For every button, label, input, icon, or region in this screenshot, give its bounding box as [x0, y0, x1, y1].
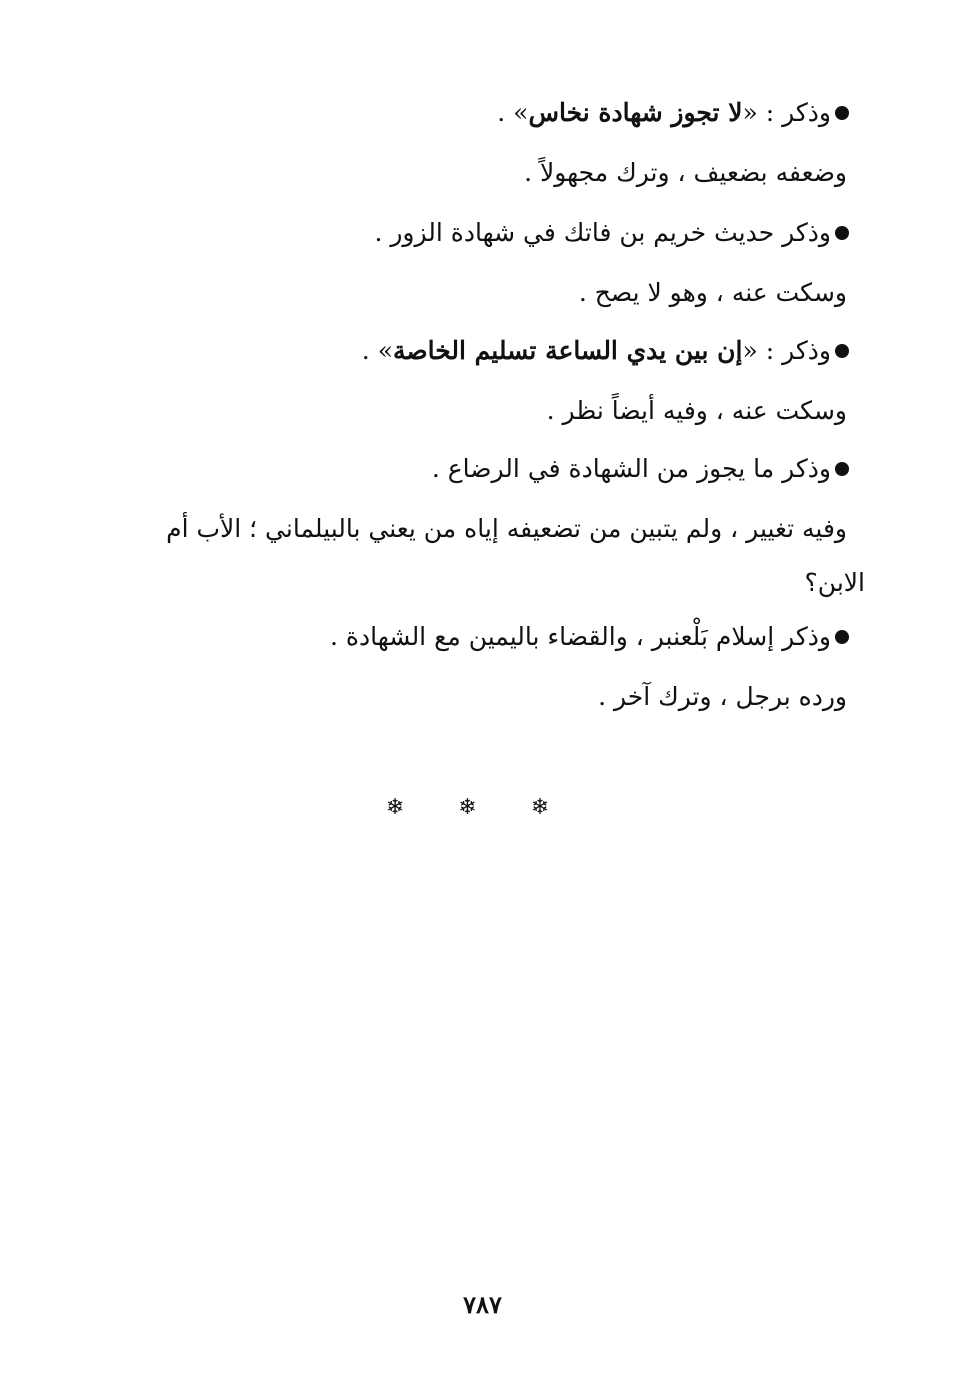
text-segment: وذكر حديث خريم بن فاتك في شهادة الزور . [374, 218, 831, 247]
text-segment: » . [361, 336, 393, 365]
paragraph-comment-5: ورده برجل ، وترك آخر . [598, 682, 847, 711]
bullet-icon [835, 106, 849, 120]
paragraph-comment-1: وضعفه بضعيف ، وترك مجهولاً . [524, 158, 847, 187]
paragraph-bullet-1 [149, 96, 849, 130]
paragraph-comment-3: وسكت عنه ، وفيه أيضاً نظر . [546, 396, 847, 425]
quoted-hadith: إن بين يدي الساعة تسليم الخاصة [393, 336, 743, 365]
asterism-icon: ❄ [385, 795, 435, 820]
paragraph-bullet-5 [149, 620, 849, 654]
asterism-icon: ❄ [458, 795, 507, 820]
text-segment: وذكر : « [742, 336, 831, 365]
asterism-icon: ❄ [530, 795, 580, 820]
paragraph-comment-2: وسكت عنه ، وهو لا يصح . [578, 278, 847, 307]
paragraph-comment-4-tail: الابن؟ [804, 568, 865, 597]
section-separator [0, 795, 965, 820]
bullet-icon [835, 226, 849, 240]
quoted-hadith: لا تجوز شهادة نخاس [528, 98, 743, 127]
text-segment: » . [497, 98, 529, 127]
text-segment: وذكر : « [742, 98, 831, 127]
paragraph-bullet-4 [149, 452, 849, 486]
paragraph-bullet-2 [149, 216, 849, 250]
page-number: ٧٨٧ [463, 1290, 502, 1319]
text-segment: وذكر ما يجوز من الشهادة في الرضاع . [431, 454, 831, 483]
paragraph-bullet-3 [149, 334, 849, 368]
bullet-icon [835, 630, 849, 644]
bullet-icon [835, 344, 849, 358]
text-segment: وذكر إسلام بَلْعنبر ، والقضاء باليمين مع الشهادة . [330, 622, 831, 651]
paragraph-comment-4: وفيه تغيير ، ولم يتبين من تضعيفه إياه من يعني بالبيلماني ؛ الأب أم [166, 514, 847, 543]
bullet-icon [835, 462, 849, 476]
